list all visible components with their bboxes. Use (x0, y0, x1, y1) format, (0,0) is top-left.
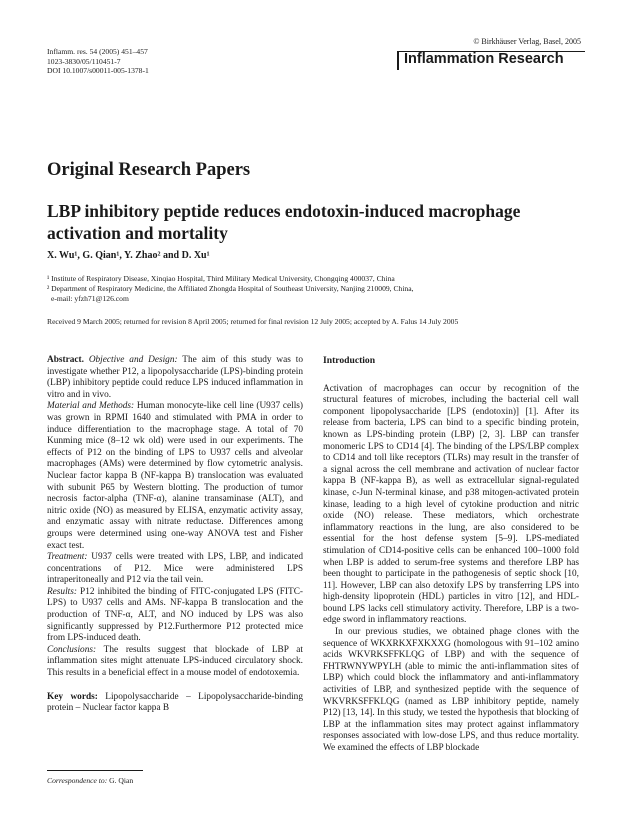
correspondence-label: Correspondence to: (47, 776, 108, 785)
abstract-objective (47, 355, 303, 401)
citation-line: Inflamm. res. 54 (2005) 451–457 (47, 47, 148, 56)
abstract-conclusions (47, 645, 303, 680)
objective-text: The aim of this study was to investigate whether P12, a lipopolysaccharide (LPS)-binding protein (LBP) inhibitory peptide could reduce LPS induced inflammation in vitro and in vivo. (47, 355, 303, 400)
introduction-paragraph-1: Activation of macrophages can occur by recognition of the structural features of microbes, including the bacterial cell wall component lipopolysaccharide [LPS (endotoxin)] [1]. After its release from bacteria, LPS can bind to a specific binding protein, known as LPS-binding protein (LBP) [2, 3]. LBP can transfer monomeric LPS to CD14 [4]. The binding of the LPS/LBP complex to CD14 and toll like receptors (TLRs) may result in the transfer of a signal across the cell membrane and activation of nuclear factor kappa B (NF-kappa B), as well as extracellular signal-regulated kinase, c-Jun N-terminal kinase, and p38 mitogen-activated protein kinase, leading to a high level of cytokine production and nitric oxide (NO) release. These mediators, which orchestrate inflammatory reactions in the lung, are also considered to be essential for the host defense system [5–9]. LPS-mediated stimulation of CD14-positive cells can be enhanced 100–1000 fold when LBP is added to serum-free systems and therefore LBP has been thought to participate in the pathogenesis of septic shock [10, 11]. However, LBP can also detoxify LPS by transferring LPS into high-density lipoprotein (HDL) particles in vitro [12], and HDL-bound LPS lacks cell stimulatory activity. Therefore, LBP is a two-edge sword in inflammatory reactions. (323, 383, 579, 626)
introduction-paragraph-2: In our previous studies, we obtained phage clones with the sequence of WKXRKXFXKXXG (homologous with 91–102 amino acids WKVRKSFFKLQG of LBP) and with the sequence of FHTRWNYWPYLH (able to mimic the anti-inflammation sites of LBP) which could block the inflammatory and anti-inflammatory activities of LBP, and synthesized peptide with the sequence of WKVRKSFFKLQG (named as LBP inhibitory peptide, namely P12) [13, 14]. In this study, we tested the hypothesis that blocking of LBP at the inflammation sites may protect against inflammatory responses associated with low-dose LPS, and thus reduce mortality. We examined the effects of LBP blockade (323, 627, 579, 753)
received-dates: Received 9 March 2005; returned for revision 8 April 2005; returned for final revision 12 July 2005; accepted by A. Falus 14 July 2005 (47, 317, 459, 326)
abstract-label: Abstract. (47, 355, 84, 365)
affiliation-1: ¹ Institute of Respiratory Disease, Xinqiao Hospital, Third Military Medical University, Chongqing 400037, China (47, 274, 395, 283)
abstract-methods (47, 401, 303, 552)
abstract-results (47, 587, 303, 645)
publisher-copyright: © Birkhäuser Verlag, Basel, 2005 (473, 37, 581, 46)
methods-text: Human monocyte-like cell line (U937 cells) was grown in RPMI 1640 and stimulated with PMA in order to induce differentiation to the macrophage stage. A total of 70 Kunming mice (8–12 wk old) were used in our experiments. The effects of P12 on the binding of LPS to U937 cells and alveolar macrophages (AMs) were determined by flow cytometric analysis. Nuclear factor kappa B (NF-kappa B) translocation was evaluated with subunit P65 by Western blotting. The production of tumor necrosis factor-alpha (TNF-α), alanine transaminase (ALT), and nitric oxide (NO) as measured by ELISA, enzymatic activity assay, and enzymatic assay with nitrate reductase. Differences among groups were determined using one-way ANOVA test and Fisher exact test. (47, 401, 304, 551)
journal-name: Inflammation Research (404, 51, 564, 67)
correspondence-name: G. Qian (109, 776, 134, 785)
correspondence-note (47, 776, 133, 785)
abstract-treatment (47, 552, 303, 587)
affiliation-2: ² Department of Respiratory Medicine, the Affiliated Zhongda Hospital of Southeast University, Nanjing 210009, China, (47, 284, 414, 293)
doi-line: DOI 10.1007/s00011-005-1378-1 (47, 66, 149, 76)
results-text: P12 inhibited the binding of FITC-conjugated LPS (FITC-LPS) to U937 cells and AMs. NF-kappa B translocation and the production of TNF-α, ALT, and NO induced by LPS was also significantly suppressed by P12.Furthermore P12 protected mice from LPS-induced death. (47, 586, 303, 644)
introduction-column (323, 355, 579, 755)
article-title: LBP inhibitory peptide reduces endotoxin-induced macrophage activation and mortality (47, 201, 521, 243)
objective-label: Objective and Design: (88, 355, 178, 365)
footnote-rule (47, 770, 143, 771)
keywords-text: Lipopolysaccharide – Lipopolysaccharide-binding protein – Nuclear factor kappa B (47, 691, 303, 714)
abstract-column (47, 355, 303, 715)
section-heading: Original Research Papers (47, 160, 251, 180)
author-email: e-mail: yfzh71@126.com (51, 294, 129, 303)
conclusions-text: The results suggest that blockade of LBP at inflammation sites might attenuate LPS-induced circulatory shock. This results in a beneficial effect in a mouse model of endotoxemia. (47, 644, 303, 679)
introduction-heading: Introduction (323, 355, 376, 366)
keywords (47, 692, 303, 715)
keywords-label: Key words: (47, 691, 98, 702)
issn-line: 1023-3830/05/110451-7 (47, 56, 121, 66)
results-label: Results: (47, 586, 77, 597)
conclusions-label: Conclusions: (47, 644, 97, 655)
author-list: X. Wu¹, G. Qian¹, Y. Zhao² and D. Xu¹ (47, 250, 210, 261)
citation-block (47, 47, 149, 76)
treatment-label: Treatment: (47, 552, 88, 563)
methods-label: Material and Methods: (47, 401, 135, 412)
affiliations (47, 274, 587, 304)
treatment-text: U937 cells were treated with LPS, LBP, and indicated concentrations of P12. Mice were administered LPS intraperitoneally and P12 via the tail vein. (47, 552, 304, 586)
